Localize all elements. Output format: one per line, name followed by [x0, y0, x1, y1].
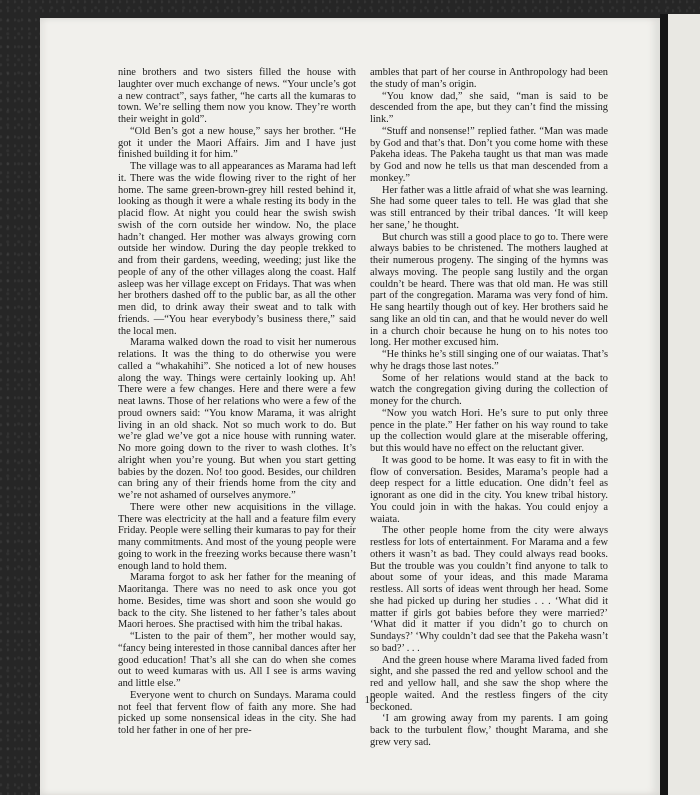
- paragraph: “Stuff and nonsense!” replied father. “Man was made by God and that’s that. Don’t you come home with these Pakeha ideas. The Pakeha taught us that man was made by God and now he tells us that man descended from a monkey.”: [370, 125, 608, 184]
- paragraph: Marama forgot to ask her father for the meaning of Maoritanga. There was no need to ask once you got home. Besides, time was short and soon she would go back to the city. She listened to her father’s tales about Maori heroes. She practised with him the tribal hakas.: [118, 572, 356, 631]
- paragraph: “Old Ben’s got a new house,” says her brother. “He got it under the Maori Affairs. Jim and I have just finished building it for him.”: [118, 125, 356, 161]
- paragraph: It was good to be home. It was easy to fit in with the flow of conversation. Besides, Marama’s people had a deep respect for a little education. One didn’t feel as ignorant as one did in the city. You knew tribal history. You could join in with the hakas. You could enjoy a waiata.: [370, 454, 608, 525]
- paragraph: ‘I am growing away from my parents. I am going back to the turbulent flow,’ thought Marama, and she grew very sad.: [370, 713, 608, 748]
- paragraph: But church was still a good place to go to. There were always babies to be christened. The mothers laughed at their numerous progeny. The singing of the hymns was always moving. The people sang lustily and the organ couldn’t be heard. There was that old man. He was still part of the congregation. Marama was very fond of him. He sang heartily though out of key. Her brothers said he sang like an old tin can, and that he would never do well in a church choir because he hung on to his notes too long. Her mother excused him.: [370, 231, 608, 349]
- paragraph: “You know dad,” she said, “man is said to be descended from the ape, but they can’t find the missing link.”: [370, 90, 608, 125]
- paragraph: “He thinks he’s still singing one of our waiatas. That’s why he drags those last notes.”: [370, 349, 608, 372]
- paragraph: nine brothers and two sisters filled the house with laughter over much exchange of news. “Your uncle’s got a new contract”, says father, “he carts all the kumaras to town. We’re selling them now you know. They’re worth their weight in gold”.: [118, 67, 356, 125]
- paragraph: There were other new acquisitions in the village. There was electricity at the hall and a feature film every Friday. People were selling their kumaras to pay for their many commitments. And most of the young people were going to work in the freezing works because there wasn’t enough land to hold them.: [118, 501, 356, 572]
- paragraph: Everyone went to church on Sundays. Marama could not feel that fervent flow of faith any more. She had picked up some nonsensical ideas in the city. She had told her father in one of her pre-: [118, 689, 356, 736]
- right-text-column: [370, 67, 608, 749]
- paragraph: ambles that part of her course in Anthropology had been the study of man’s origin.: [370, 67, 608, 90]
- paragraph: The other people home from the city were always restless for lots of entertainment. For Marama and a few others it wasn’t as bad. They could always read books. But the trouble was you couldn’t find anyone to talk to about some of your ideas, and this made Marama restless. All sorts of ideas went through her head. Some she had picked up during her studies . . . ‘What did it matter if girls got babies before they were married?’ ‘What did it matter if you didn’t go to church on Sundays?’ ‘Why couldn’t dad see that the Pakeha wasn’t so bad?’ . . .: [370, 525, 608, 654]
- paragraph: Her father was a little afraid of what she was learning. She had some queer tales to tell. He was glad that she was still entranced by their tribal dances. ‘It will keep her sane,’ he thought.: [370, 184, 608, 231]
- paragraph: Marama walked down the road to visit her numerous relations. It was the thing to do otherwise you were called a “whakahihi”. She noticed a lot of new houses along the way. Things were certainly looking up. Ah! There were a few changes. Here and there were a few neat lawns. Those of her relations who were a few of the proud owners said: “You know Marama, it was alright living in an old shack. Not so much work to do. But we’re glad we’ve got a nice house with running water. No more going down to the river to wash clothes. It’s alright when you’re young. But when you start getting babies by the dozen. No! too good. Besides, our children can bring any of their friends home from the city and we’re not ashamed of ourselves anymore.”: [118, 337, 356, 501]
- paragraph: And the green house where Marama lived faded from sight, and she passed the red and yellow school and the red and yellow hall, and she saw the shop where the people waited. And the restless fingers of the city beckoned.: [370, 654, 608, 713]
- paragraph: Some of her relations would stand at the back to watch the congregation giving during the collection of money for the church.: [370, 372, 608, 407]
- paragraph: The village was to all appearances as Marama had left it. There was the wide flowing river to the right of her home. The same green-brown-grey hill rested behind it, looking as though it were a whale resting its body in the placid flow. At night you could hear the swish swish swish of the corn outside her window. No, the place hadn’t changed. Her mother was always growing corn outside her window. During the day people trekked to and from their gardens, weeding, weeding; just like the people of any of the other villages along the coast. Half asleep was her village except on Fridays. That was when her brothers dashed off to the public bar, as all the other men did, to drink away their sweat and to talk with friends. —“You hear everybody’s business there,” said the local men.: [118, 161, 356, 337]
- paragraph: “Now you watch Hori. He’s sure to put only three pence in the plate.” Her father on his way round to take up the collection would glare at the miserable offering, but this would have no effect on the reluctant giver.: [370, 407, 608, 454]
- page-number: 10: [364, 694, 376, 706]
- left-text-column: [118, 67, 356, 737]
- paragraph: “Listen to the pair of them”, her mother would say, “fancy being interested in those cannibal dances after her good education! That’s all she can do when she comes out to weed kumaras with us. All I see is arms waving and little else.”: [118, 631, 356, 689]
- adjacent-page-edge: [668, 14, 700, 795]
- book-gutter: [660, 14, 668, 795]
